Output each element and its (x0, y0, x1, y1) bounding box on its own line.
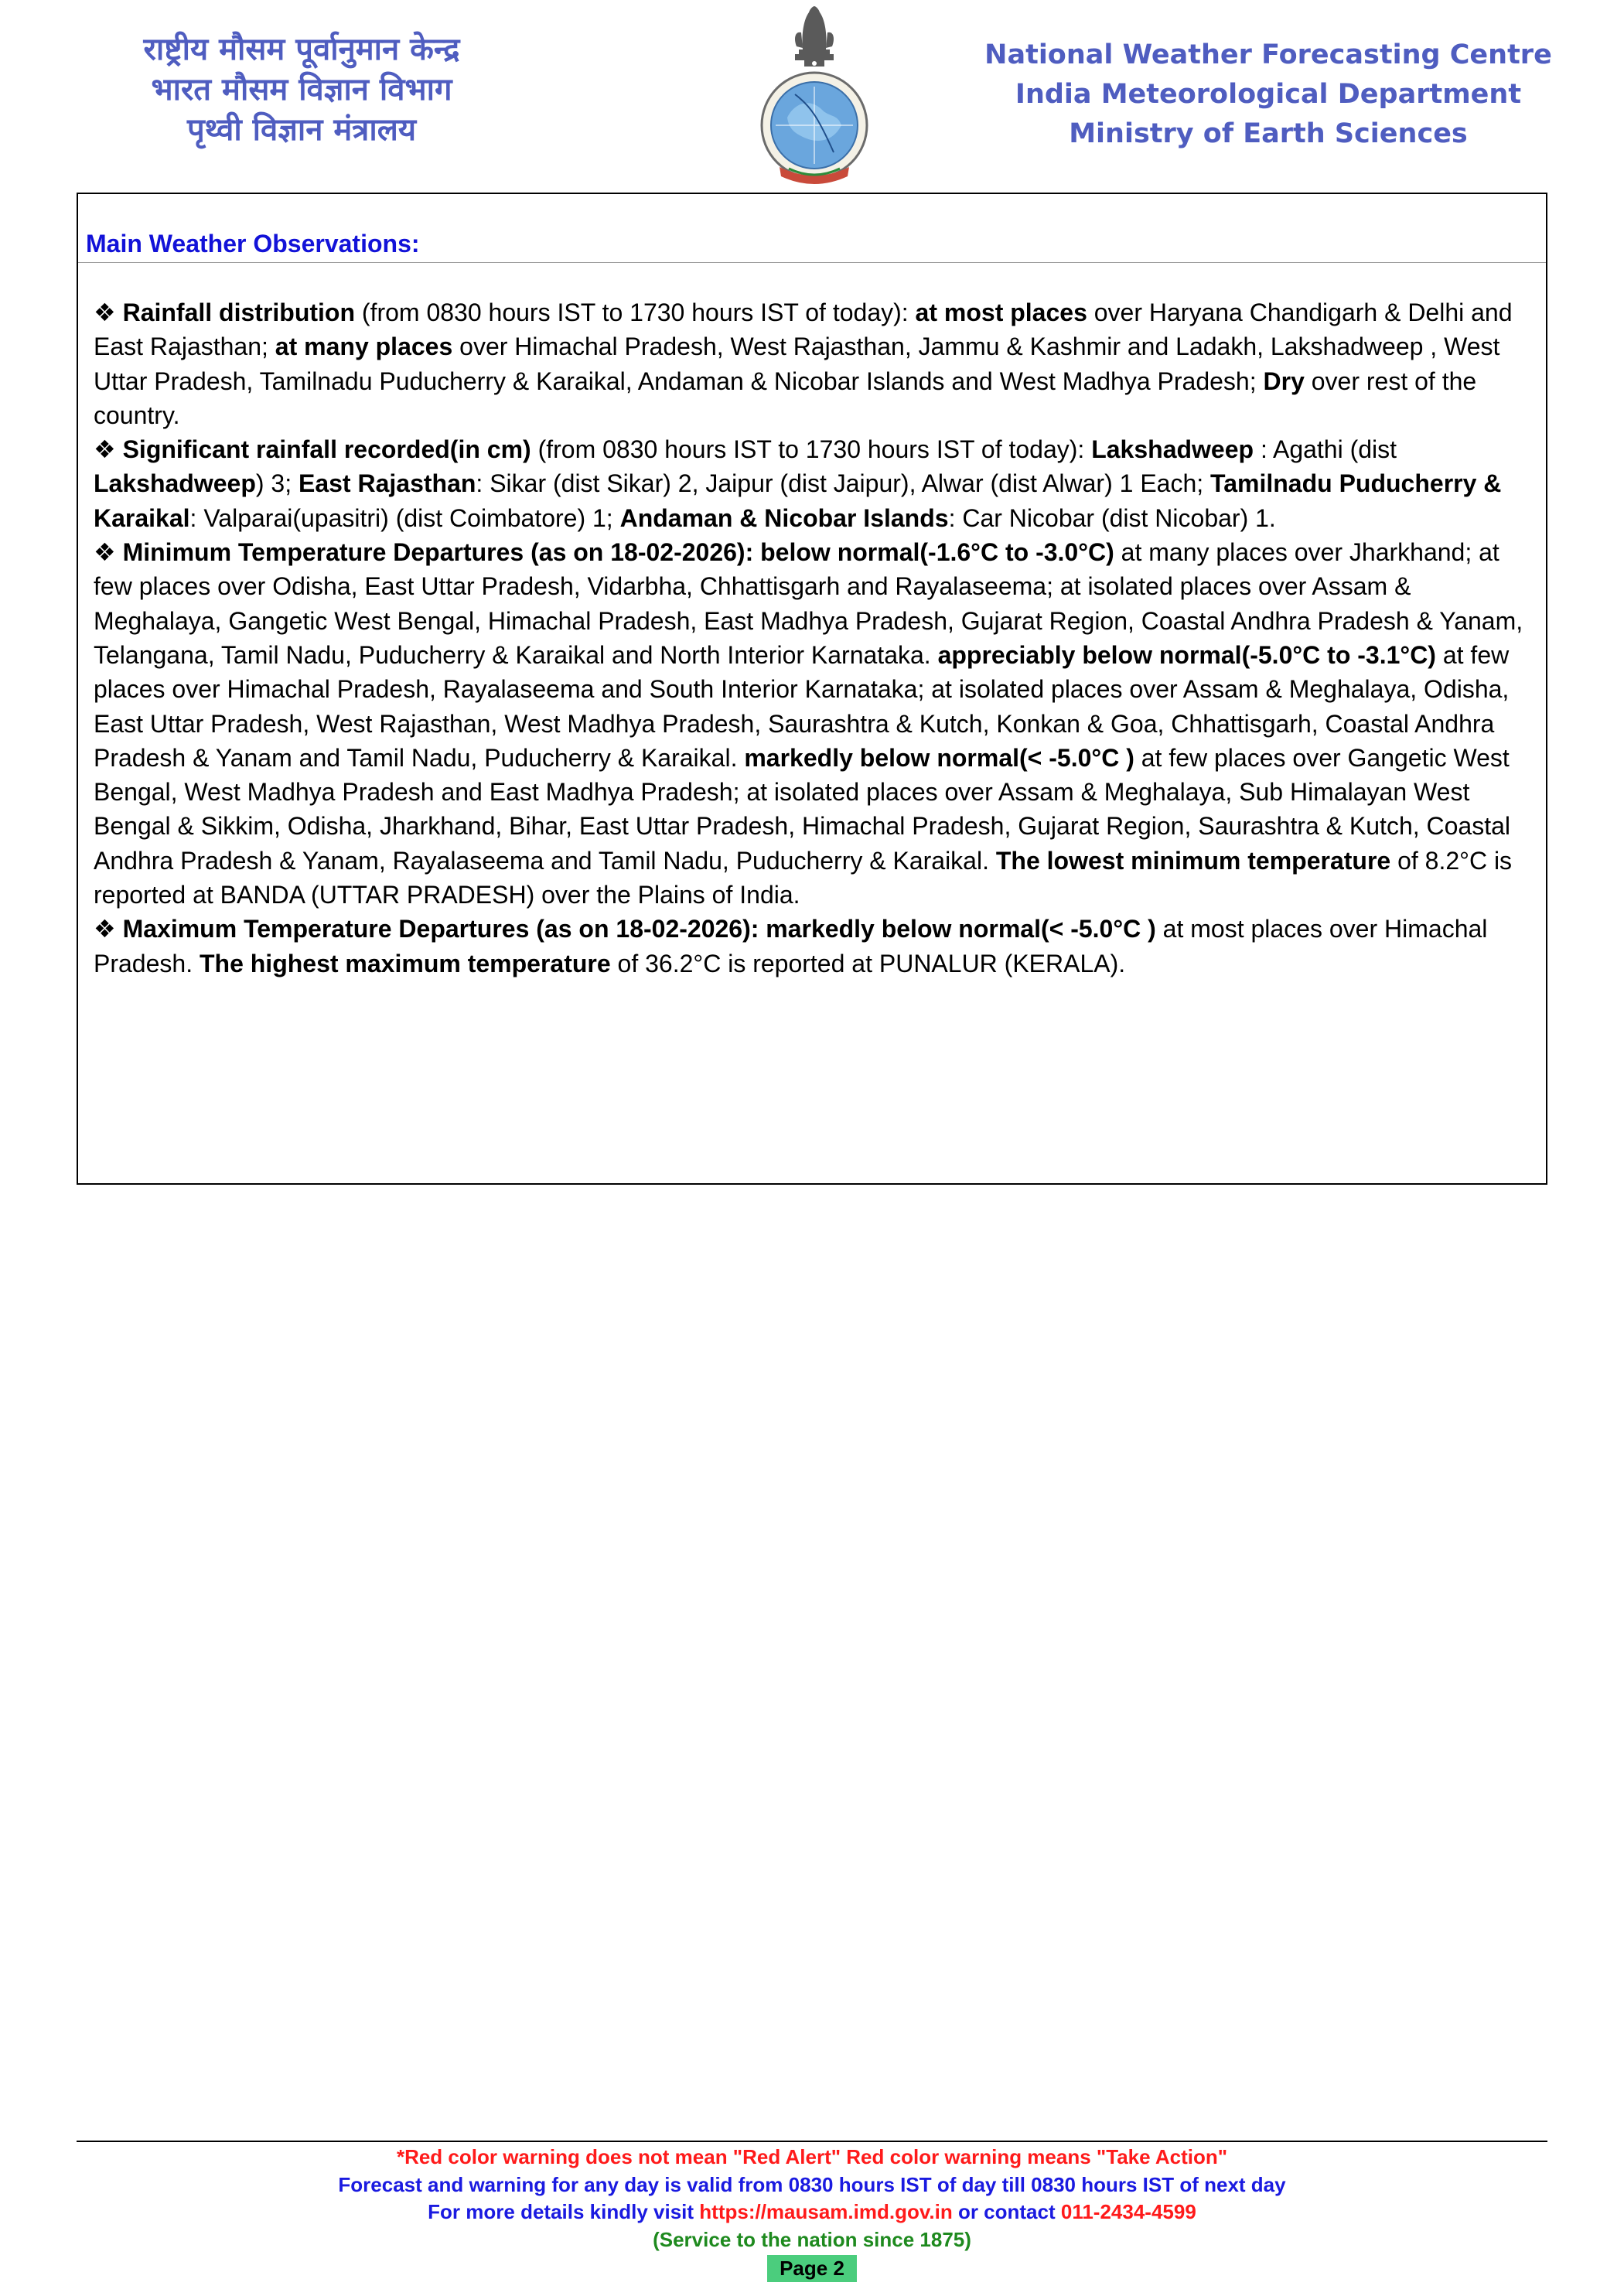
imd-seal-icon (762, 73, 867, 184)
sig-text-2: : Agathi (dist (1254, 435, 1397, 464)
contact-mid: or contact (952, 2200, 1061, 2223)
sig-text-1: (from 0830 hours IST to 1730 hours IST of today): (531, 435, 1092, 464)
english-line-2: India Meteorological Department (1015, 79, 1522, 110)
sig-bold-2: Lakshadweep (94, 469, 256, 498)
rainfall-text-2: over Haryana Chandigarh & Delhi and East Rajasthan; (94, 299, 1513, 361)
rainfall-bold-3: Dry (1263, 367, 1305, 395)
page-number-badge: Page 2 (767, 2255, 857, 2282)
sig-bold-1: Lakshadweep (1091, 435, 1254, 464)
rainfall-text-1: (from 0830 hours IST to 1730 hours IST of today): (355, 299, 916, 326)
rainfall-text-4: over rest of the country. (94, 367, 1477, 429)
page-footer (0, 2144, 1624, 2283)
min-text-2: at few places over Himachal Pradesh, Rayalaseema and South Interior Karnataka; at isolated places over Assam & Meghalaya, Odisha, East Uttar Pradesh, West Rajasthan, West Madhya Pradesh, Saurashtra & Kutch, Konkan & Goa, Chhattisgarh, Coastal Andhra Pradesh & Yanam and Tamil Nadu, Puducherry & Karaikal. (94, 640, 1510, 772)
max-text-1: at most places over Himachal Pradesh. (94, 915, 1488, 977)
min-bold-3: The lowest minimum temperature (995, 846, 1391, 875)
page-header (0, 0, 1624, 186)
min-text-4: of 8.2°C is reported at BANDA (UTTAR PRADESH) over the Plains of India. (94, 846, 1513, 909)
bullet-icon: ❖ (94, 537, 116, 568)
rainfall-distribution-paragraph (94, 295, 1532, 432)
english-line-1: National Weather Forecasting Centre (984, 39, 1552, 70)
hindi-line-2: भारत मौसम विज्ञान विभाग (151, 72, 452, 107)
bullet-icon: ❖ (94, 298, 116, 327)
maximum-temperature-paragraph (94, 912, 1532, 981)
imd-emblem-icon (756, 2, 872, 186)
min-temp-label: Minimum Temperature Departures (as on 18-02-2026): below normal(-1.6°C to -3.0°C) (122, 538, 1114, 567)
lion-capital-icon (795, 6, 834, 67)
significant-rainfall-label: Significant rainfall recorded(in cm) (122, 435, 531, 464)
validity-note: Forecast and warning for any day is valid from 0830 hours IST of day till 0830 hours IST of next day (338, 2172, 1286, 2196)
sig-text-5: : Valparai(upasitri) (dist Coimbatore) 1; (189, 503, 620, 532)
observations-text (94, 295, 1532, 981)
bullet-icon: ❖ (94, 435, 116, 465)
sig-bold-4: Tamilnadu Puducherry & Karaikal (94, 469, 1502, 532)
service-note: (Service to the nation since 1875) (653, 2227, 971, 2251)
website-link[interactable]: https://mausam.imd.gov.in (699, 2200, 953, 2223)
rainfall-bold-1: at most places (915, 299, 1087, 326)
title-divider (78, 262, 1546, 263)
rainfall-bold-2: at many places (275, 333, 453, 361)
min-text-3: at few places over Gangetic West Bengal, West Madhya Pradesh and East Madhya Pradesh; at isolated places over Assam & Meghalaya, Sub Himalayan West Bengal & Sikkim, Odisha, Jharkhand, Bihar, East Uttar Pradesh, Himachal Pradesh, Gujarat Region, Saurashtra & Kutch, Coastal Andhra Pradesh & Yanam, Rayalaseema and Tamil Nadu, Puducherry & Karaikal. (94, 743, 1511, 875)
english-organization-name (982, 36, 1554, 154)
min-bold-1: appreciably below normal(-5.0°C to -3.1°C) (937, 640, 1436, 669)
min-text-1: at many places over Jharkhand; at few places over Odisha, East Uttar Pradesh, Vidarbha, Chhattisgarh and Rayalaseema; at isolated places over Assam & Meghalaya, Gangetic West Bengal, Himachal Pradesh, East Madhya Pradesh, Gujarat Region, Coastal Andhra Pradesh & Yanam, Telangana, Tamil Nadu, Puducherry & Karaikal and North Interior Karnataka. (94, 538, 1523, 669)
footer-divider (77, 2141, 1547, 2142)
max-bold-1: The highest maximum temperature (199, 949, 611, 977)
hindi-line-1: राष्ट्रीय मौसम पूर्वानुमान केन्द्र (143, 32, 460, 67)
section-title: Main Weather Observations: (86, 230, 420, 258)
hindi-line-3: पृथ्वी विज्ञान मंत्रालय (186, 112, 417, 148)
rainfall-label: Rainfall distribution (122, 299, 356, 326)
phone-number: 011-2434-4599 (1060, 2200, 1196, 2223)
max-text-2: of 36.2°C is reported at PUNALUR (KERALA). (610, 949, 1126, 977)
contact-prefix: For more details kindly visit (428, 2200, 700, 2223)
minimum-temperature-paragraph (94, 535, 1532, 912)
sig-bold-3: East Rajasthan (298, 469, 476, 498)
max-temp-label: Maximum Temperature Departures (as on 18-02-2026): markedly below normal(< -5.0°C ) (122, 915, 1156, 943)
sig-bold-5: Andaman & Nicobar Islands (619, 503, 949, 532)
bullet-icon: ❖ (94, 914, 116, 944)
min-bold-2: markedly below normal(< -5.0°C ) (744, 743, 1134, 772)
sig-text-3: ) 3; (255, 469, 299, 498)
red-warning-note: *Red color warning does not mean "Red Alert" Red color warning means "Take Action" (396, 2145, 1228, 2168)
sig-text-6: : Car Nicobar (dist Nicobar) 1. (948, 503, 1276, 532)
observations-box (77, 193, 1547, 1185)
contact-line (0, 2199, 1624, 2226)
rainfall-text-3: over Himachal Pradesh, West Rajasthan, Jammu & Kashmir and Ladakh, Lakshadweep , West Uttar Pradesh, Tamilnadu Puducherry & Karaikal, Andaman & Nicobar Islands and West Madhya Pradesh; (94, 333, 1500, 395)
hindi-organization-name (77, 29, 526, 150)
sig-text-4: : Sikar (dist Sikar) 2, Jaipur (dist Jaipur), Alwar (dist Alwar) 1 Each; (476, 469, 1211, 498)
significant-rainfall-paragraph (94, 432, 1532, 535)
english-line-3: Ministry of Earth Sciences (1069, 118, 1468, 149)
